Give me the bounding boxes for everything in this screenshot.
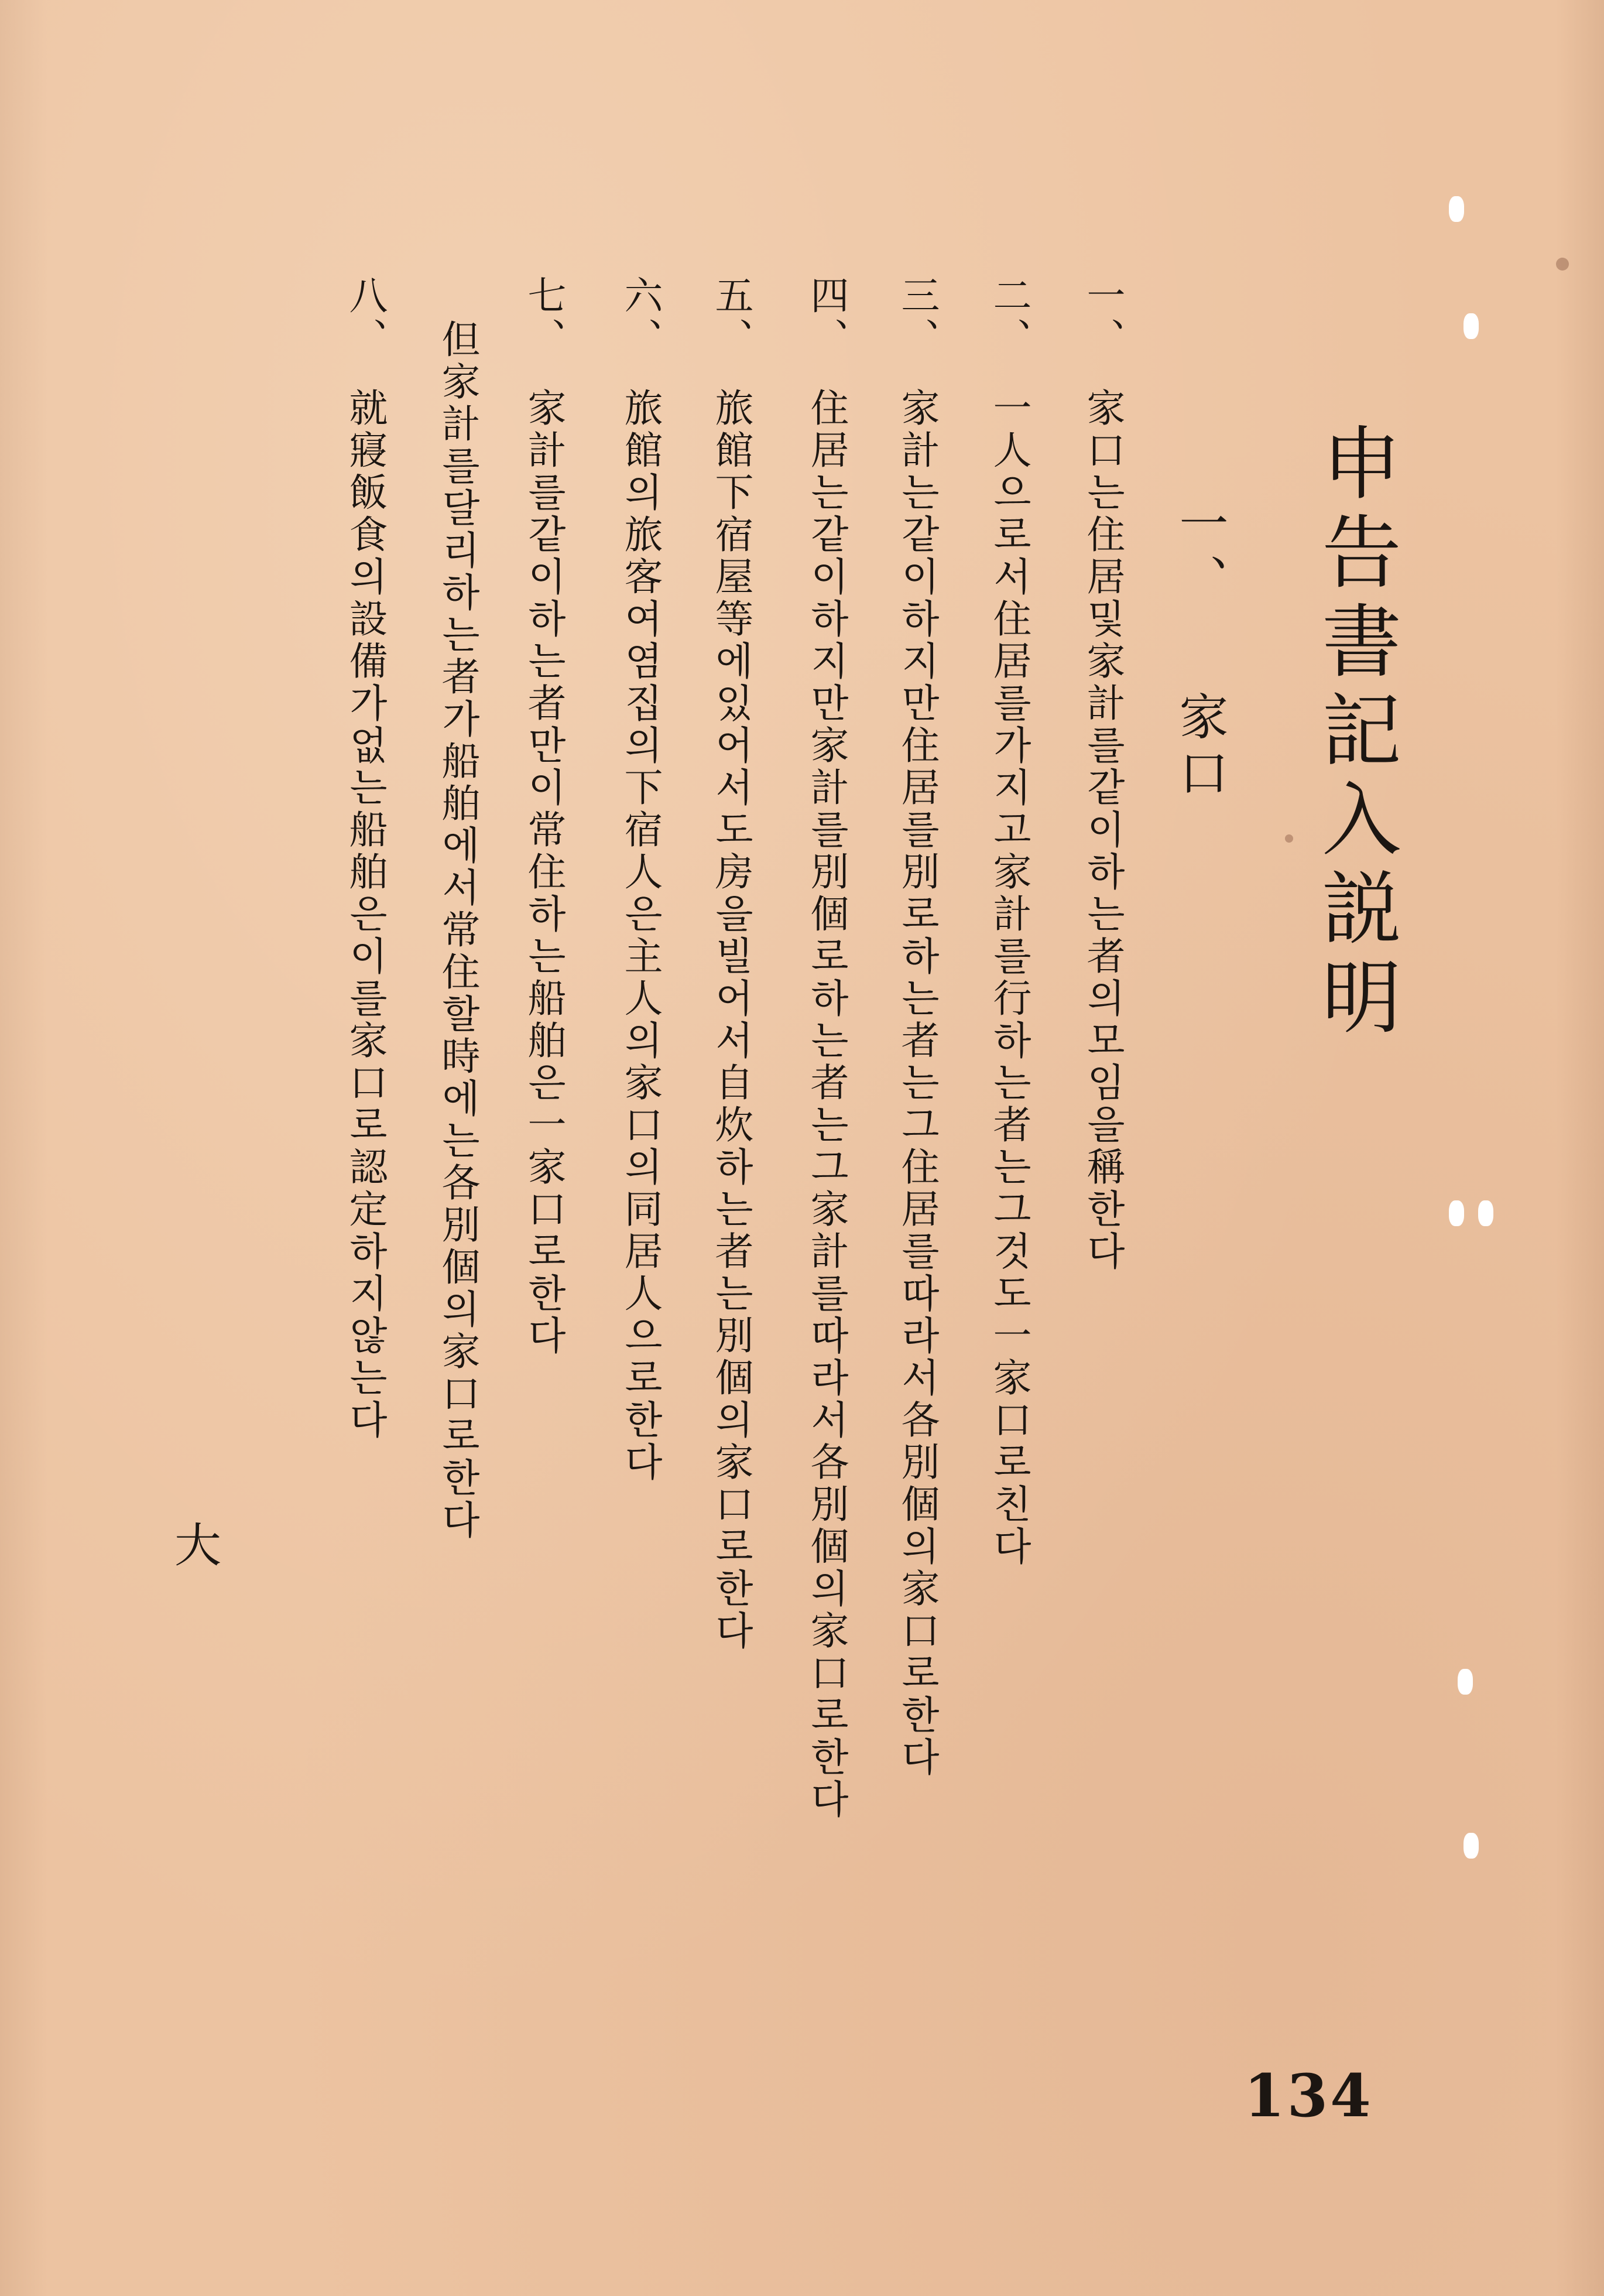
item-number: 二、 xyxy=(986,275,1031,360)
item-text: 但家計를달리하는者가船舶에서常住할時에는各別個의家口로한다 xyxy=(435,319,480,1542)
item-text: 家計를같이하는者만이常住하는船舶은一家口로한다 xyxy=(521,388,566,1357)
item-text: 旅館의旅客여염집의下宿人은主人의家口의同居人으로한다 xyxy=(618,388,663,1484)
section-number: 一、 xyxy=(1171,498,1229,610)
list-item xyxy=(342,275,388,1442)
page-number: 134 xyxy=(1244,2061,1373,2130)
item-text: 旅館下宿屋等에있어서도房을빌어서自炊하는者는別個의家口로한다 xyxy=(708,388,753,1652)
list-item-proviso xyxy=(435,319,480,1542)
item-text: 住居는같이하지만家計를別個로하는者는그家計를따라서各別個의家口로한다 xyxy=(804,388,849,1821)
list-item xyxy=(708,275,753,1652)
item-number: 四、 xyxy=(804,275,849,360)
item-text: 一人으로서住居를가지고家計를行하는者는그것도一家口로친다 xyxy=(986,388,1031,1568)
list-item xyxy=(804,275,849,1821)
bottom-mark: 大 xyxy=(174,1518,221,1573)
item-number: 一、 xyxy=(1080,275,1125,360)
list-item xyxy=(894,275,940,1779)
item-number: 三、 xyxy=(894,275,940,360)
ink-spot xyxy=(1285,834,1293,843)
section-label: 家口 xyxy=(1171,691,1229,803)
ink-spot xyxy=(1556,258,1569,271)
item-number: 六、 xyxy=(618,275,663,360)
item-number: 五、 xyxy=(708,275,753,360)
list-item xyxy=(521,275,566,1357)
item-number: 八、 xyxy=(342,275,388,360)
list-item xyxy=(986,275,1031,1568)
item-text: 就寢飯食의設備가없는船舶은이를家口로認定하지않는다 xyxy=(342,388,388,1442)
item-number: 七、 xyxy=(521,275,566,360)
item-text: 家計는같이하지만住居를別로하는者는그住居를따라서各別個의家口로한다 xyxy=(894,388,940,1779)
section-heading xyxy=(1171,498,1229,803)
item-text: 家口는住居및家計를같이하는者의모임을稱한다 xyxy=(1080,388,1125,1273)
list-item xyxy=(1080,275,1125,1273)
document-title: 申告書記入説明 xyxy=(1308,422,1400,1045)
list-item xyxy=(618,275,663,1484)
